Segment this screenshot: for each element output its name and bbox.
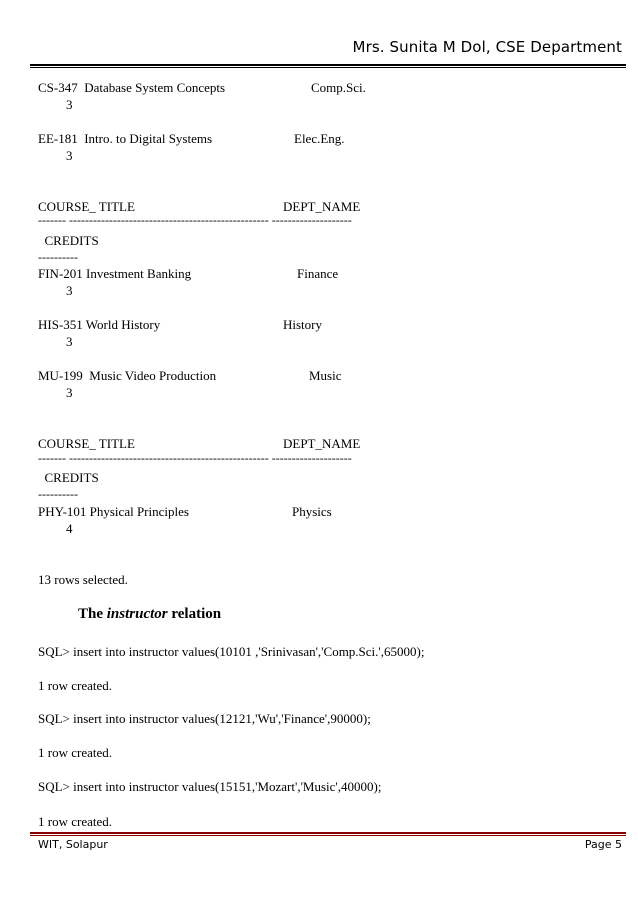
header-rule [30, 64, 626, 66]
page-number: Page 5 [584, 838, 622, 851]
sql-line: SQL> insert into instructor values(15151,'Mozart','Music',40000); [38, 779, 382, 794]
column-header-credits: CREDITS [38, 470, 99, 485]
row-credits: 3 [66, 283, 73, 298]
row-code-title: EE-181 Intro. to Digital Systems [38, 131, 213, 146]
footer-institution: WIT, Solapur [38, 838, 108, 851]
row-credits: 4 [66, 521, 73, 536]
section-italic: instructor [106, 606, 168, 622]
row-dept: Music [309, 368, 342, 383]
sql-line: SQL> insert into instructor values(10101 ,'Srinivasan','Comp.Sci.',65000); [38, 644, 425, 659]
section-heading [78, 606, 221, 623]
row-dept: Finance [297, 266, 339, 281]
row-credits: 3 [66, 148, 73, 163]
page-header: Mrs. Sunita M Dol, CSE Department [352, 38, 622, 56]
column-header-course-title: COURSE_ TITLE [38, 436, 135, 451]
header-dashes: ------- -------------------------------------------------- -------------------- [38, 451, 352, 465]
column-header-course-title: COURSE_ TITLE [38, 199, 135, 214]
row-dept: History [283, 317, 322, 332]
column-header-credits: CREDITS [38, 233, 99, 248]
footer-rule [30, 832, 626, 834]
row-code-title: FIN-201 Investment Banking [38, 266, 192, 281]
credits-dashes: ---------- [38, 487, 78, 501]
section-suffix: relation [167, 606, 222, 622]
credits-dashes: ---------- [38, 250, 78, 264]
sql-line: 1 row created. [38, 745, 112, 760]
footer-rule-thin [30, 835, 626, 836]
row-code-title: PHY-101 Physical Principles [38, 504, 189, 519]
row-code-title: CS-347 Database System Concepts [38, 80, 226, 95]
row-dept: Physics [292, 504, 332, 519]
header-dashes: ------- -------------------------------------------------- -------------------- [38, 213, 352, 227]
column-header-dept-name: DEPT_NAME [283, 199, 361, 214]
header-rule-thin [30, 67, 626, 68]
row-code-title: HIS-351 World History [38, 317, 161, 332]
section-prefix: The [78, 606, 107, 622]
rows-selected-text: 13 rows selected. [38, 572, 128, 587]
row-credits: 3 [66, 385, 73, 400]
row-credits: 3 [66, 334, 73, 349]
sql-line: SQL> insert into instructor values(12121,'Wu','Finance',90000); [38, 711, 371, 726]
row-code-title: MU-199 Music Video Production [38, 368, 217, 383]
sql-line: 1 row created. [38, 678, 112, 693]
sql-line: 1 row created. [38, 814, 112, 829]
row-credits: 3 [66, 97, 73, 112]
row-dept: Elec.Eng. [294, 131, 345, 146]
column-header-dept-name: DEPT_NAME [283, 436, 361, 451]
row-dept: Comp.Sci. [311, 80, 366, 95]
